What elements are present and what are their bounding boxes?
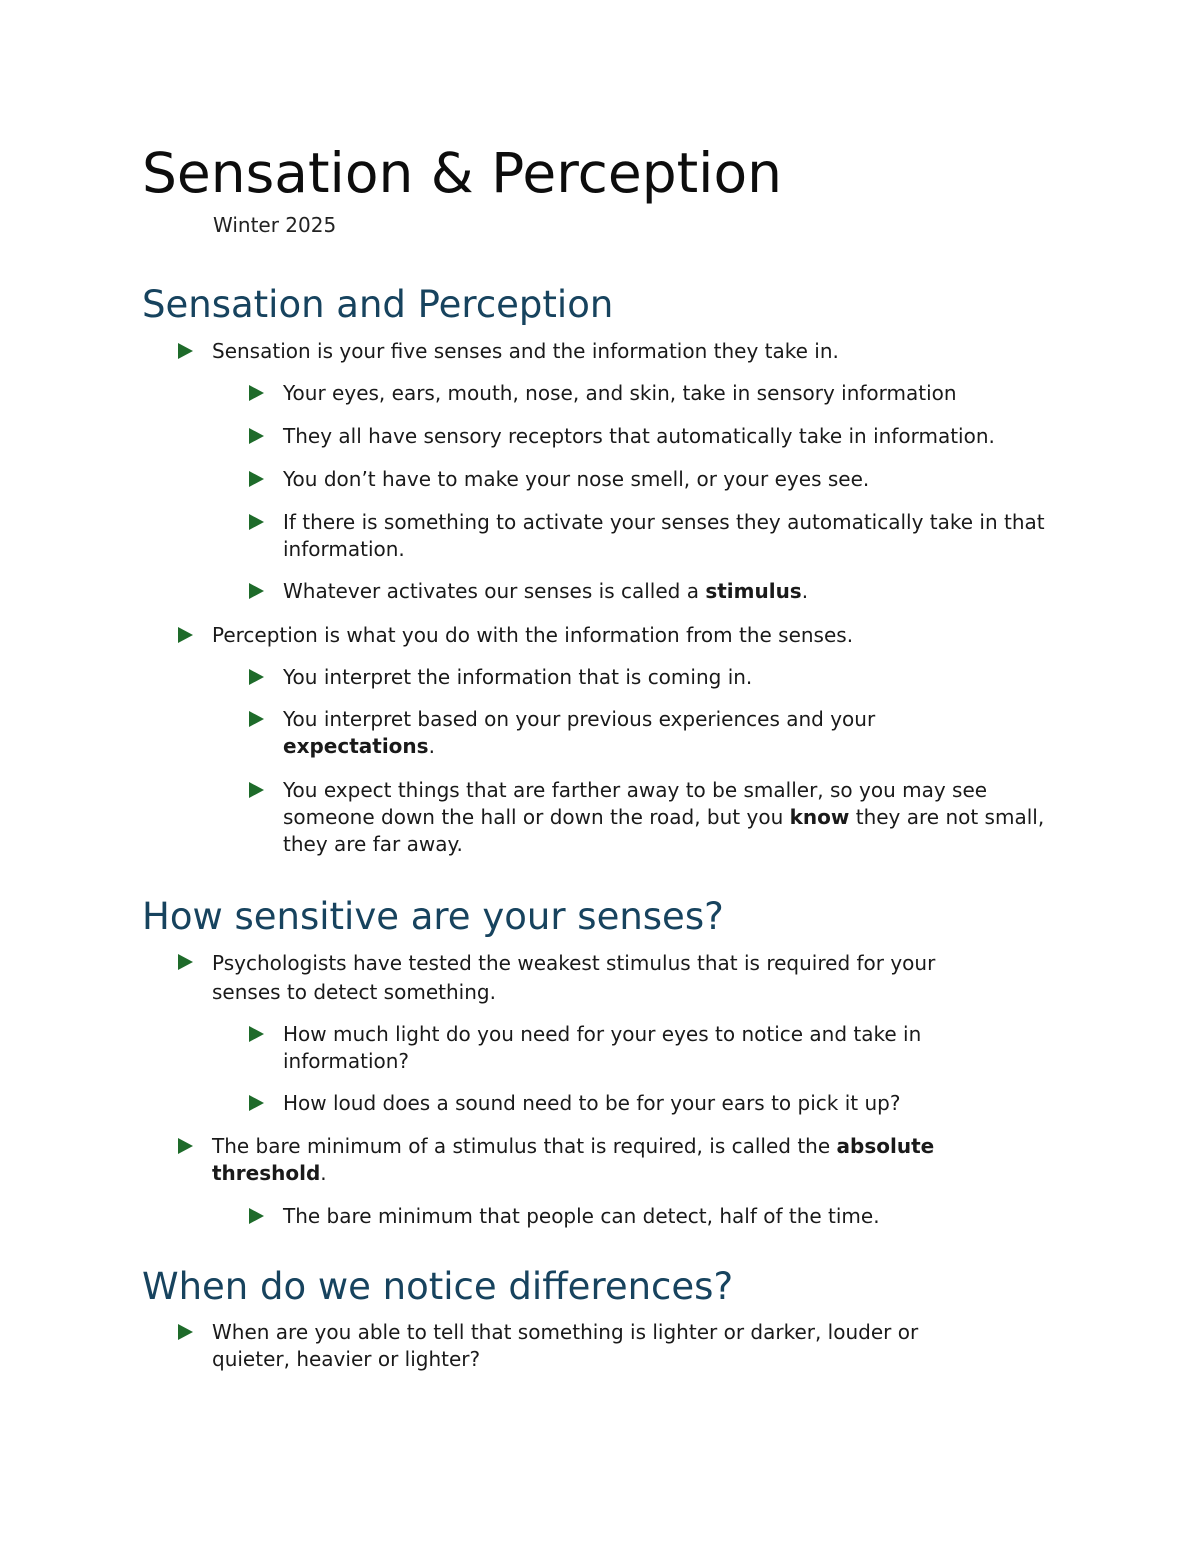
arrow-bullet-icon <box>249 1026 264 1042</box>
bullet-text: . <box>428 734 435 758</box>
bullet-list <box>142 1319 1062 1373</box>
bullet-text: You interpret based on your previous experiences and your <box>283 707 876 731</box>
list-item <box>142 1203 1062 1230</box>
section-sensation-and-perception <box>142 282 1062 858</box>
section-heading: Sensation and Perception <box>142 283 614 326</box>
bullet-text: . <box>320 1161 327 1185</box>
list-item <box>142 578 1062 605</box>
arrow-bullet-icon <box>178 954 193 970</box>
bold-term: know <box>789 805 850 829</box>
bold-term: absolute threshold <box>212 1134 935 1185</box>
section-how-sensitive <box>142 894 1062 1230</box>
list-item <box>142 466 1062 493</box>
document-subtitle: Winter 2025 <box>213 213 337 237</box>
arrow-bullet-icon <box>249 471 264 487</box>
arrow-bullet-icon <box>249 711 264 727</box>
arrow-bullet-icon <box>178 627 193 643</box>
bullet-text: Sensation is your five senses and the information they take in. <box>212 339 839 363</box>
bold-term: expectations <box>283 734 429 758</box>
list-item <box>142 423 1062 450</box>
list-item <box>142 949 1062 1007</box>
bullet-text: Whatever activates our senses is called a <box>283 579 706 603</box>
arrow-bullet-icon <box>178 343 193 359</box>
bullet-text: Your eyes, ears, mouth, nose, and skin, take in sensory information <box>283 381 957 405</box>
bullet-text: The bare minimum that people can detect, half of the time. <box>283 1204 880 1228</box>
arrow-bullet-icon <box>249 583 264 599</box>
bullet-text: How much light do you need for your eyes to notice and take in information? <box>283 1022 922 1073</box>
bold-term: stimulus <box>705 579 802 603</box>
arrow-bullet-icon <box>249 1095 264 1111</box>
arrow-bullet-icon <box>249 385 264 401</box>
arrow-bullet-icon <box>249 514 264 530</box>
arrow-bullet-icon <box>178 1138 193 1154</box>
section-notice-differences <box>142 1264 1062 1373</box>
bullet-text: You don’t have to make your nose smell, or your eyes see. <box>283 467 870 491</box>
bullet-text: How loud does a sound need to be for your ears to pick it up? <box>283 1091 901 1115</box>
section-heading: How sensitive are your senses? <box>142 895 724 938</box>
list-item <box>142 622 1062 649</box>
bullet-text: they are not small, they are far away. <box>283 805 1045 856</box>
bullet-list <box>142 338 1062 858</box>
bullet-text: You interpret the information that is coming in. <box>283 665 753 689</box>
bullet-text: You expect things that are farther away to be smaller, so you may see someone down the hall or down the road, but you <box>283 778 988 829</box>
bullet-text: Perception is what you do with the information from the senses. <box>212 623 854 647</box>
bullet-text: They all have sensory receptors that automatically take in information. <box>283 424 995 448</box>
section-heading: When do we notice differences? <box>142 1265 734 1308</box>
bullet-text: Psychologists have tested the weakest stimulus that is required for your senses to detect something. <box>212 951 936 1004</box>
bullet-text: If there is something to activate your senses they automatically take in that information. <box>283 510 1045 561</box>
list-item <box>142 1319 1062 1373</box>
arrow-bullet-icon <box>249 782 264 798</box>
document-title: Sensation & Perception <box>142 141 782 205</box>
bullet-text: The bare minimum of a stimulus that is required, is called the <box>212 1134 837 1158</box>
list-item <box>142 338 1062 365</box>
bullet-text: When are you able to tell that something is lighter or darker, louder or quieter, heavier or lighter? <box>212 1320 919 1371</box>
document-page <box>142 138 1062 1373</box>
bullet-list <box>142 949 1062 1230</box>
list-item <box>142 706 1062 760</box>
list-item <box>142 509 1062 563</box>
list-item <box>142 1133 1062 1187</box>
arrow-bullet-icon <box>178 1324 193 1340</box>
arrow-bullet-icon <box>249 428 264 444</box>
arrow-bullet-icon <box>249 1208 264 1224</box>
bullet-text: . <box>801 579 809 603</box>
list-item <box>142 664 1062 691</box>
list-item <box>142 777 1062 858</box>
list-item <box>142 380 1062 407</box>
arrow-bullet-icon <box>249 669 264 685</box>
list-item <box>142 1021 1062 1075</box>
list-item <box>142 1090 1062 1117</box>
